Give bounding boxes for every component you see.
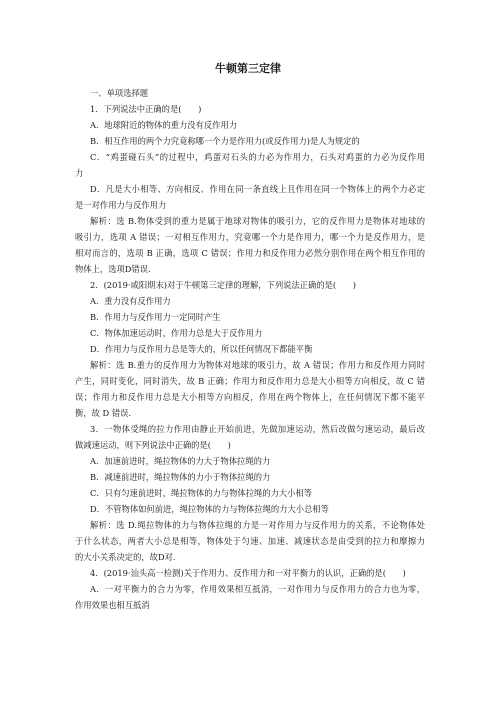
question-3: 3．一物体受绳的拉力作用由静止开始前进，先做加速运动，然后改做匀速运动，最后改: [90, 424, 425, 434]
q1-option-b: B．相互作用的两个力究竟称哪一个力是作用力(或反作用力)是人为规定的: [90, 136, 360, 146]
q1-analysis: 解析：选 B.物体受到的重力是属于地球对物体的吸引力，它的反作用力是物体对地球的: [90, 216, 425, 226]
q2-analysis-4: 衡，故 D 错误.: [75, 408, 132, 418]
section-heading: 一、单项选择题: [90, 88, 149, 98]
q2-analysis-3: 误；作用力和反作用力总是大小相等方向相反，作用在两个物体上，在任何情况下都不能平: [75, 392, 425, 402]
q2-option-c: C．物体加速运动时，作用力总是大于反作用力: [90, 328, 263, 338]
q1-analysis-4: 物体上，选项D错误.: [75, 264, 151, 274]
q3-analysis-2: 于什么状态，两者大小总是相等，物体处于匀速、加速、减速状态是由受到的拉力和摩擦力: [75, 536, 425, 546]
q3-option-a: A．加速前进时，绳拉物体的力大于物体拉绳的力: [90, 456, 271, 466]
q1-option-c-cont: 力: [75, 168, 84, 178]
q3-analysis-3: 的大小关系决定的，故D对.: [75, 552, 176, 562]
q2-option-d: D．作用力与反作用力总是等大的，所以任何情况下都能平衡: [90, 344, 313, 354]
q1-option-c: C．“鸡蛋碰石头”的过程中，鸡蛋对石头的力必为作用力，石头对鸡蛋的力必为反作用: [90, 152, 425, 162]
q4-option-a: A．一对平衡力的合力为零，作用效果相互抵消，一对作用力与反作用力的合力也为零，: [90, 584, 425, 594]
question-3-cont: 做减速运动，则下列说法中正确的是( ): [75, 440, 231, 450]
q1-option-d: D．凡是大小相等、方向相反、作用在同一条直线上且作用在同一个物体上的两个力必定: [90, 184, 425, 194]
q1-analysis-2: 吸引力，选项 A 错误；一对相互作用力，究竟哪一个力是作用力，哪一个力是反作用力，是: [75, 232, 425, 242]
q3-analysis: 解析：选 D.绳拉物体的力与物体拉绳的力是一对作用力与反作用力的关系，不论物体处: [90, 520, 425, 530]
q1-analysis-3: 相对而言的，选项 B 正确，选项 C 错误；作用力和反作用力必然分别作用在两个相互作用的: [75, 248, 425, 258]
q3-option-d: D．不管物体如何前进，绳拉物体的力与物体拉绳的力大小总相等: [90, 504, 329, 514]
q3-option-c: C．只有匀速前进时，绳拉物体的力与物体拉绳的力大小相等: [90, 488, 313, 498]
q1-option-d-cont: 是一对作用力与反作用力: [75, 200, 167, 210]
q2-analysis: 解析：选 B.重力的反作用力为物体对地球的吸引力，故 A 错误；作用力和反作用力同时: [90, 360, 425, 370]
q2-option-b: B．作用力与反作用力一定同时产生: [90, 312, 221, 322]
page-title: 牛顿第三定律: [215, 62, 281, 75]
q1-option-a: A．地球附近的物体的重力没有反作用力: [90, 120, 238, 130]
question-1: 1．下列说法中正确的是( ): [90, 104, 202, 114]
q2-option-a: A．重力没有反作用力: [90, 296, 171, 306]
q4-option-a-cont: 作用效果也相互抵消: [75, 600, 150, 610]
q3-option-b: B．减速前进时，绳拉物体的力小于物体拉绳的力: [90, 472, 271, 482]
question-2: 2．(2019·咸阳期末)对于牛顿第三定律的理解，下列说法正确的是( ): [90, 280, 356, 290]
question-4: 4．(2019·汕头高一检测)关于作用力、反作用力和一对平衡力的认识，正确的是( ): [90, 568, 406, 578]
q2-analysis-2: 产生，同时变化，同时消失，故 B 正确；作用力和反作用力总是大小相等方向相反，故 C 错: [75, 376, 425, 386]
